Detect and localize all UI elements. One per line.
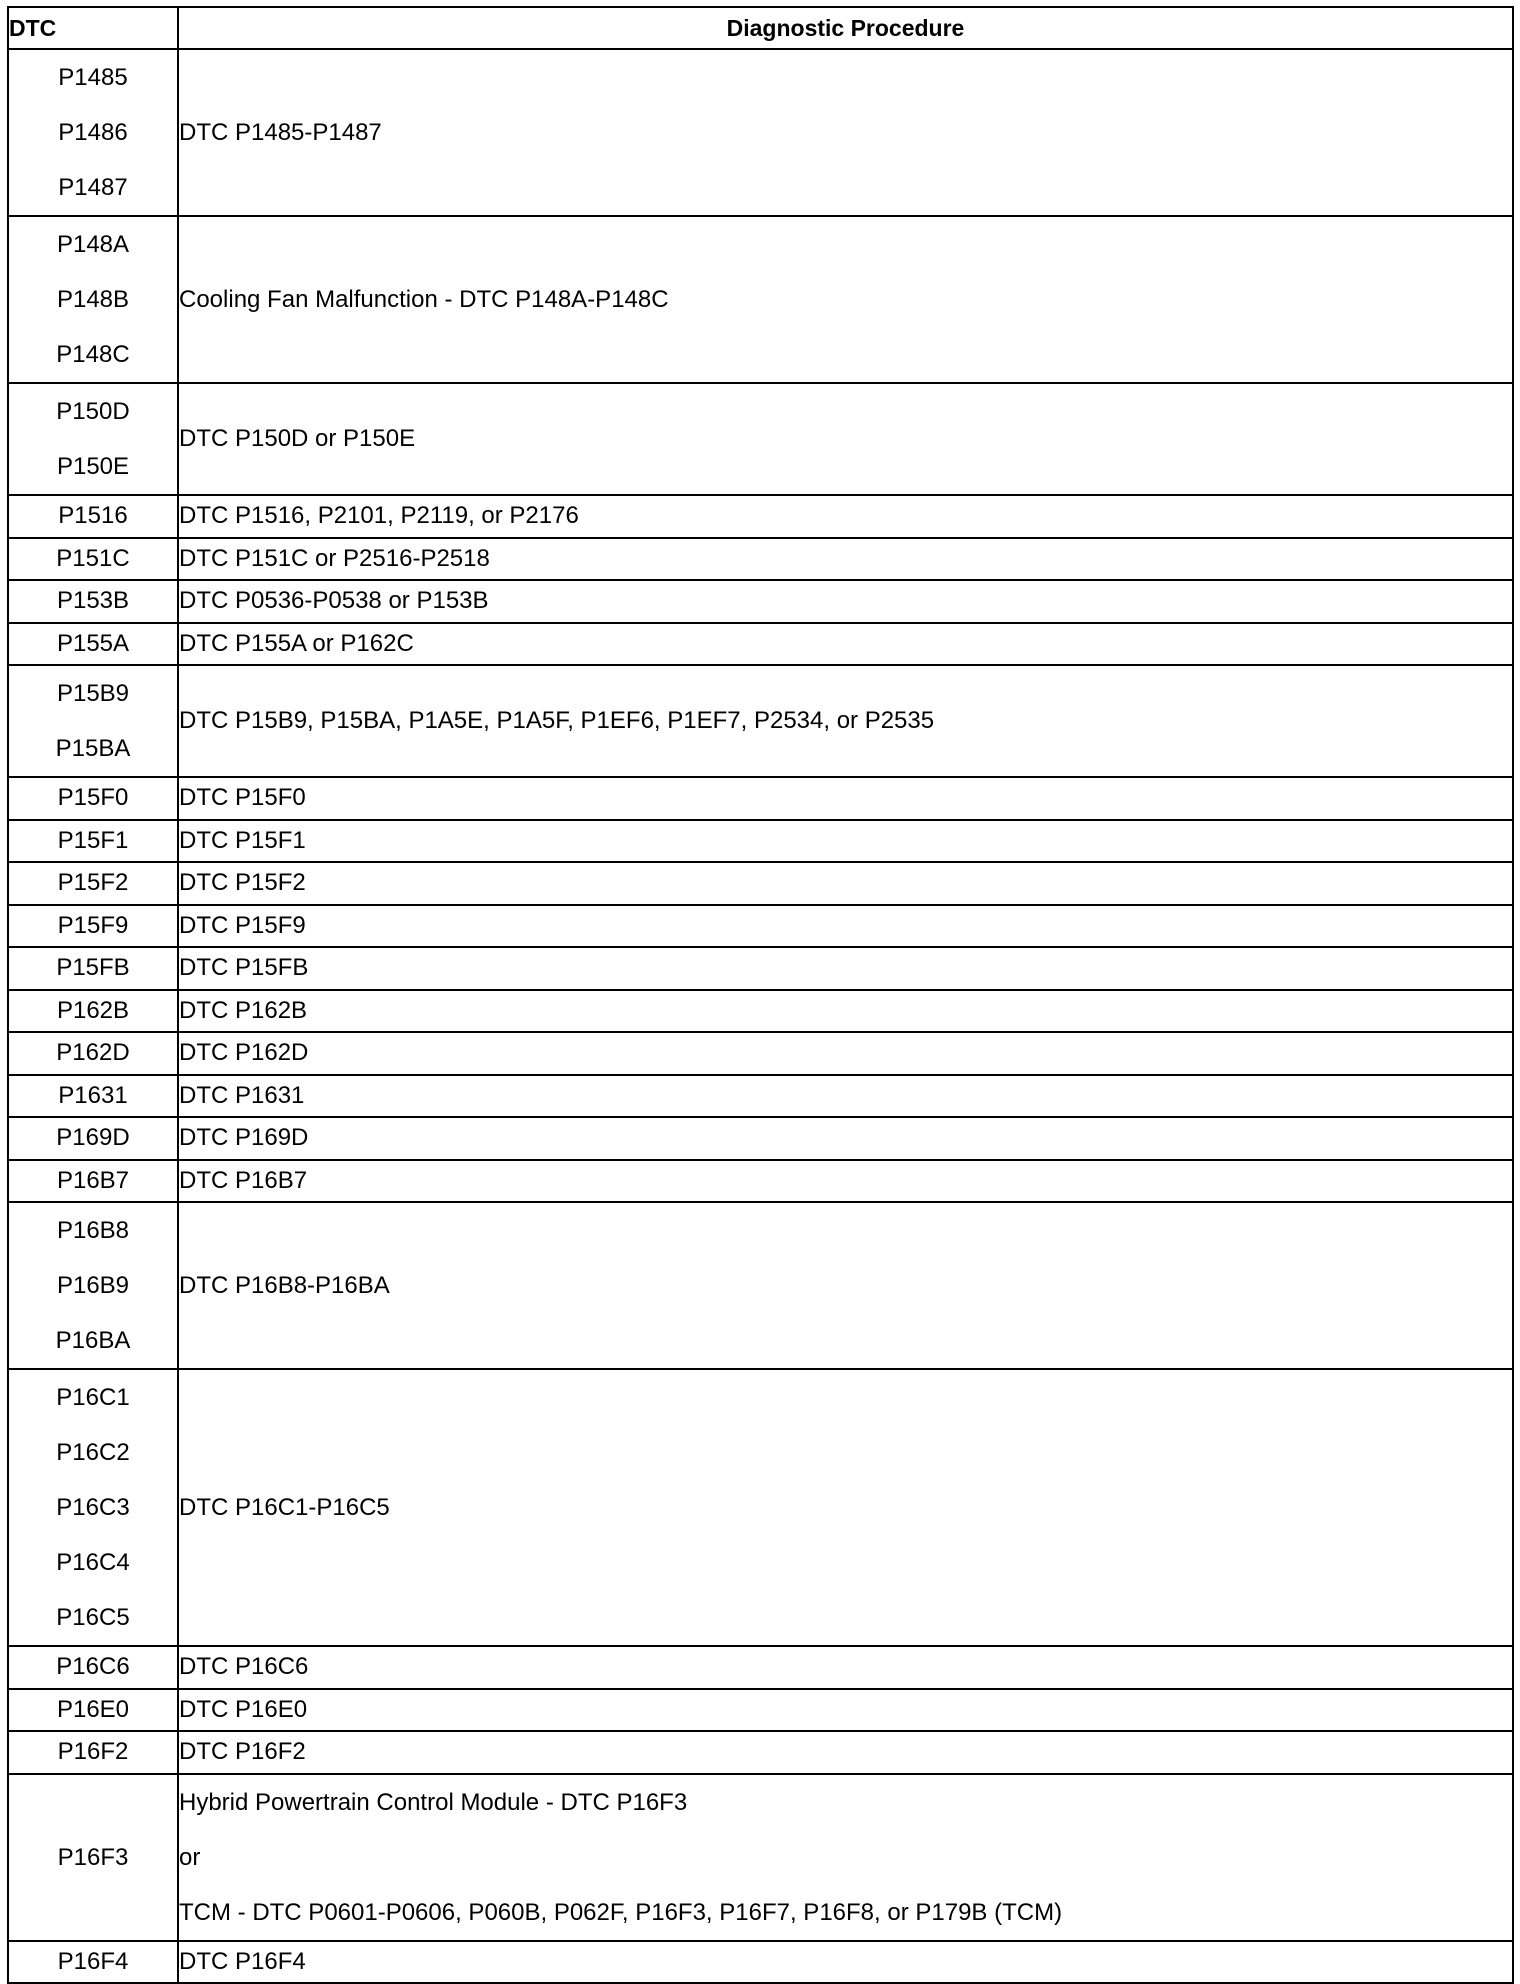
table-row <box>8 1774 1513 1941</box>
dtc-code-cell <box>8 1075 178 1118</box>
table-row <box>8 1689 1513 1732</box>
procedure-cell <box>178 947 1513 990</box>
dtc-code: P16B9 <box>56 1272 130 1299</box>
procedure-text: DTC P169D <box>179 1124 309 1152</box>
dtc-code: P16C2 <box>56 1439 130 1466</box>
procedure-text: DTC P16C6 <box>179 1653 309 1681</box>
table-row <box>8 1117 1513 1160</box>
procedure-cell <box>178 495 1513 538</box>
table-row <box>8 623 1513 666</box>
procedure-text: DTC P15F9 <box>179 911 306 939</box>
procedure-cell <box>178 1646 1513 1689</box>
table-row <box>8 538 1513 581</box>
dtc-code-cell <box>8 538 178 581</box>
dtc-code-cell <box>8 1689 178 1732</box>
table-row <box>8 580 1513 623</box>
dtc-code-cell <box>8 777 178 820</box>
table-row <box>8 1160 1513 1203</box>
table-row <box>8 1369 1513 1646</box>
dtc-code: P148B <box>56 286 130 313</box>
table-row <box>8 49 1513 216</box>
dtc-code: P15FB <box>56 954 130 982</box>
procedure-text: Hybrid Powertrain Control Module - DTC P16F3 <box>179 1788 688 1816</box>
dtc-code-cell <box>8 580 178 623</box>
procedure-text: DTC P15B9, P15BA, P1A5E, P1A5F, P1EF6, P1EF7, P2534, or P2535 <box>179 707 935 734</box>
dtc-code: P16B8 <box>56 1217 130 1244</box>
table-row <box>8 383 1513 495</box>
procedure-cell <box>178 580 1513 623</box>
table-row <box>8 862 1513 905</box>
table-row <box>8 1941 1513 1984</box>
dtc-code: P16F2 <box>57 1738 129 1766</box>
procedure-cell <box>178 665 1513 777</box>
dtc-code: P15BA <box>55 735 131 762</box>
dtc-code: P148C <box>56 341 130 368</box>
dtc-code: P15F2 <box>57 869 129 897</box>
table-row <box>8 777 1513 820</box>
dtc-code: P15F9 <box>57 911 129 939</box>
procedure-text: DTC P151C or P2516-P2518 <box>179 544 490 572</box>
procedure-text: DTC P162D <box>179 1039 309 1067</box>
procedure-text: DTC P15FB <box>179 954 309 982</box>
procedure-column-header: Diagnostic Procedure <box>178 7 1513 49</box>
procedure-cell <box>178 862 1513 905</box>
dtc-code-cell <box>8 1117 178 1160</box>
procedure-cell <box>178 990 1513 1033</box>
procedure-cell <box>178 216 1513 383</box>
table-header-row <box>8 7 1513 49</box>
dtc-code-cell <box>8 947 178 990</box>
dtc-code: P162D <box>56 1039 130 1067</box>
dtc-code: P169D <box>56 1124 130 1152</box>
dtc-code: P162B <box>56 996 130 1024</box>
dtc-code-cell <box>8 216 178 383</box>
procedure-cell <box>178 1202 1513 1369</box>
procedure-text: TCM - DTC P0601-P0606, P060B, P062F, P16F3, P16F7, P16F8, or P179B (TCM) <box>179 1898 1063 1926</box>
procedure-text: DTC P15F2 <box>179 869 306 897</box>
dtc-table <box>7 6 1514 1984</box>
dtc-code: P1487 <box>58 174 128 201</box>
table-row <box>8 216 1513 383</box>
dtc-code: P16C6 <box>56 1653 130 1681</box>
procedure-text: DTC P16C1-P16C5 <box>179 1493 390 1521</box>
procedure-cell <box>178 1117 1513 1160</box>
dtc-code: P1486 <box>58 119 128 146</box>
procedure-cell <box>178 1369 1513 1646</box>
dtc-code: P16E0 <box>56 1695 130 1723</box>
dtc-code: P1631 <box>58 1081 128 1109</box>
dtc-code: P16C4 <box>56 1549 130 1576</box>
dtc-code: P155A <box>56 629 130 657</box>
dtc-code: P16C5 <box>56 1604 130 1631</box>
procedure-cell <box>178 1032 1513 1075</box>
dtc-code: P16C3 <box>56 1494 130 1521</box>
table-row <box>8 990 1513 1033</box>
dtc-code-cell <box>8 862 178 905</box>
procedure-text: DTC P16E0 <box>179 1695 308 1723</box>
table-row <box>8 820 1513 863</box>
procedure-cell <box>178 820 1513 863</box>
dtc-code: P15B9 <box>56 680 130 707</box>
dtc-code: P1485 <box>58 64 128 91</box>
dtc-column-header: DTC <box>8 7 178 49</box>
dtc-code: P151C <box>56 544 130 572</box>
dtc-code-cell <box>8 1646 178 1689</box>
dtc-code: P148A <box>56 231 130 258</box>
dtc-code: P150D <box>56 398 130 425</box>
dtc-code: P1516 <box>58 502 128 530</box>
dtc-code-cell <box>8 1774 178 1941</box>
table-row <box>8 947 1513 990</box>
procedure-cell <box>178 623 1513 666</box>
table-row <box>8 1075 1513 1118</box>
procedure-text: DTC P16B7 <box>179 1166 308 1194</box>
table-body <box>8 49 1513 1983</box>
dtc-code-cell <box>8 1941 178 1984</box>
dtc-code-cell <box>8 1032 178 1075</box>
dtc-code-cell <box>8 820 178 863</box>
dtc-code-cell <box>8 990 178 1033</box>
dtc-code-cell <box>8 623 178 666</box>
dtc-code-cell <box>8 1369 178 1646</box>
procedure-cell <box>178 1774 1513 1941</box>
procedure-text: DTC P1485-P1487 <box>179 118 382 146</box>
dtc-code: P15F0 <box>57 784 129 812</box>
dtc-code-cell <box>8 1731 178 1774</box>
dtc-code: P15F1 <box>57 826 129 854</box>
procedure-cell <box>178 1075 1513 1118</box>
dtc-code: P16F4 <box>57 1947 129 1975</box>
procedure-text: DTC P1631 <box>179 1081 305 1109</box>
dtc-code-cell <box>8 905 178 948</box>
procedure-cell <box>178 1731 1513 1774</box>
table-row <box>8 1202 1513 1369</box>
procedure-text: Cooling Fan Malfunction - DTC P148A-P148C <box>179 285 669 313</box>
procedure-text: DTC P16F4 <box>179 1947 306 1975</box>
table-row <box>8 495 1513 538</box>
procedure-text: DTC P16B8-P16BA <box>179 1271 390 1299</box>
procedure-text: DTC P162B <box>179 996 308 1024</box>
table-row <box>8 905 1513 948</box>
procedure-text: DTC P0536-P0538 or P153B <box>179 587 489 615</box>
dtc-code-cell <box>8 1202 178 1369</box>
procedure-cell <box>178 1941 1513 1984</box>
dtc-code-cell <box>8 383 178 495</box>
dtc-code-cell <box>8 1160 178 1203</box>
procedure-cell <box>178 383 1513 495</box>
dtc-code: P150E <box>56 453 130 480</box>
procedure-text: DTC P15F0 <box>179 784 306 812</box>
dtc-code-cell <box>8 49 178 216</box>
procedure-cell <box>178 1689 1513 1732</box>
procedure-cell <box>178 905 1513 948</box>
dtc-code: P16B7 <box>56 1166 130 1194</box>
procedure-text: DTC P1516, P2101, P2119, or P2176 <box>179 502 579 530</box>
dtc-code-cell <box>8 495 178 538</box>
procedure-cell <box>178 538 1513 581</box>
table-row <box>8 1731 1513 1774</box>
table-row <box>8 1646 1513 1689</box>
procedure-text: DTC P155A or P162C <box>179 629 414 657</box>
procedure-cell <box>178 49 1513 216</box>
procedure-text: or <box>179 1843 201 1871</box>
table-row <box>8 1032 1513 1075</box>
dtc-code-cell <box>8 665 178 777</box>
procedure-text: DTC P15F1 <box>179 826 306 854</box>
dtc-code: P16BA <box>55 1327 131 1354</box>
dtc-code: P16C1 <box>56 1384 130 1411</box>
procedure-text: DTC P150D or P150E <box>179 425 416 452</box>
procedure-cell <box>178 1160 1513 1203</box>
table-row <box>8 665 1513 777</box>
procedure-cell <box>178 777 1513 820</box>
procedure-text: DTC P16F2 <box>179 1738 306 1766</box>
dtc-code: P16F3 <box>57 1843 129 1871</box>
dtc-code: P153B <box>56 587 130 615</box>
